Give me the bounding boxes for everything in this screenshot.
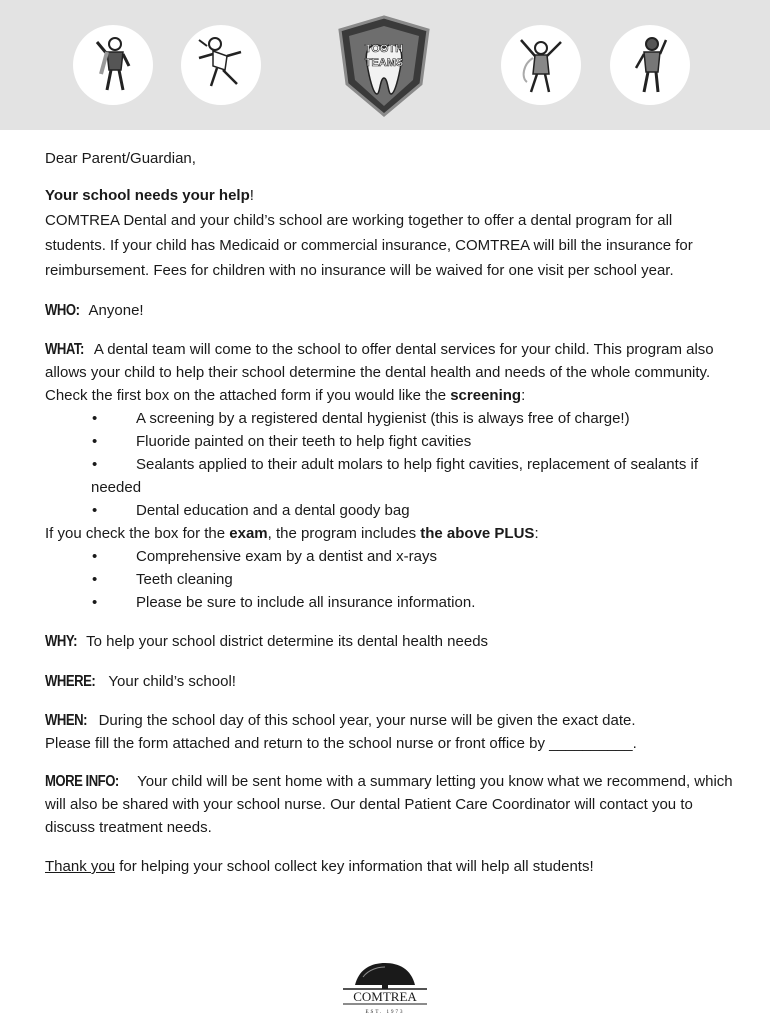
who-label: WHO: [45,302,80,319]
what-label: WHAT: [45,341,84,358]
letter-body [45,146,735,879]
list-item: • Comprehensive exam by a dentist and x-rays [92,548,437,565]
more-info-label: MORE INFO: [45,773,119,790]
list-item: • Sealants applied to their adult molars to help fight cavities, replacement of sealants if needed [91,456,698,496]
superhero-4-icon [622,34,678,96]
superhero-1-icon [85,34,141,96]
svg-text:TEAMS: TEAMS [364,57,404,69]
exam-intro: If you check the box for the exam, the program includes the above PLUS: [45,525,539,542]
intro-heading: Your school needs your help! [45,187,254,204]
tooth-teams-shield-logo [333,14,435,118]
svg-text:COMTREA: COMTREA [353,989,417,1004]
superhero-3-icon [513,34,569,96]
where-section: WHERE: Your child’s school! [45,669,735,694]
more-info-section: MORE INFO: Your child will be sent home with a summary letting you know what we recommend, which will also be shared with your school nurse. Our dental Patient Care Coordinator will contact you to discuss treatment needs. [45,770,735,839]
svg-text:EST. 1973: EST. 1973 [365,1010,405,1015]
superhero-2-icon [193,34,249,96]
who-section: WHO: Anyone! [45,298,735,323]
list-item: • Teeth cleaning [92,571,233,588]
salutation: Dear Parent/Guardian, [45,150,196,167]
screening-list [45,407,735,522]
when-section: WHEN: During the school day of this school year, your nurse will be given the exact date. [45,709,735,732]
list-item: • Fluoride painted on their teeth to help fight cavities [92,433,472,450]
where-label: WHERE: [45,673,96,690]
comtrea-logo [335,955,435,1017]
svg-text:TOOTH: TOOTH [364,43,404,55]
superhero-figure-2 [181,25,261,105]
return-instructions: Please fill the form attached and return to the school nurse or front office by __________. [45,735,637,752]
superhero-figure-3 [501,25,581,105]
superhero-figure-1 [73,25,153,105]
list-item: • Dental education and a dental goody bag [92,502,410,519]
thank-you-line: Thank you for helping your school collect key information that will help all students! [45,858,594,875]
list-item: • Please be sure to include all insurance information. [92,594,476,611]
screening-intro: Check the first box on the attached form if you would like the screening: [45,387,526,404]
list-item: • A screening by a registered dental hygienist (this is always free of charge!) [92,410,630,427]
exam-list [45,545,735,614]
why-section: WHY: To help your school district determine its dental health needs [45,629,735,654]
header-banner [0,0,770,130]
intro-paragraph: COMTREA Dental and your child’s school are working together to offer a dental program for all students. If your child has Medicaid or commercial insurance, COMTREA will bill the insurance for reimbursement. Fees for children with no insurance will be waived for one visit per school year. [45,212,693,279]
why-label: WHY: [45,633,78,650]
what-section: WHAT: A dental team will come to the school to offer dental services for your child. This program also allows your child to help their school determine the dental health and needs of the whole community. [45,338,735,384]
superhero-figure-4 [610,25,690,105]
when-label: WHEN: [45,712,87,729]
